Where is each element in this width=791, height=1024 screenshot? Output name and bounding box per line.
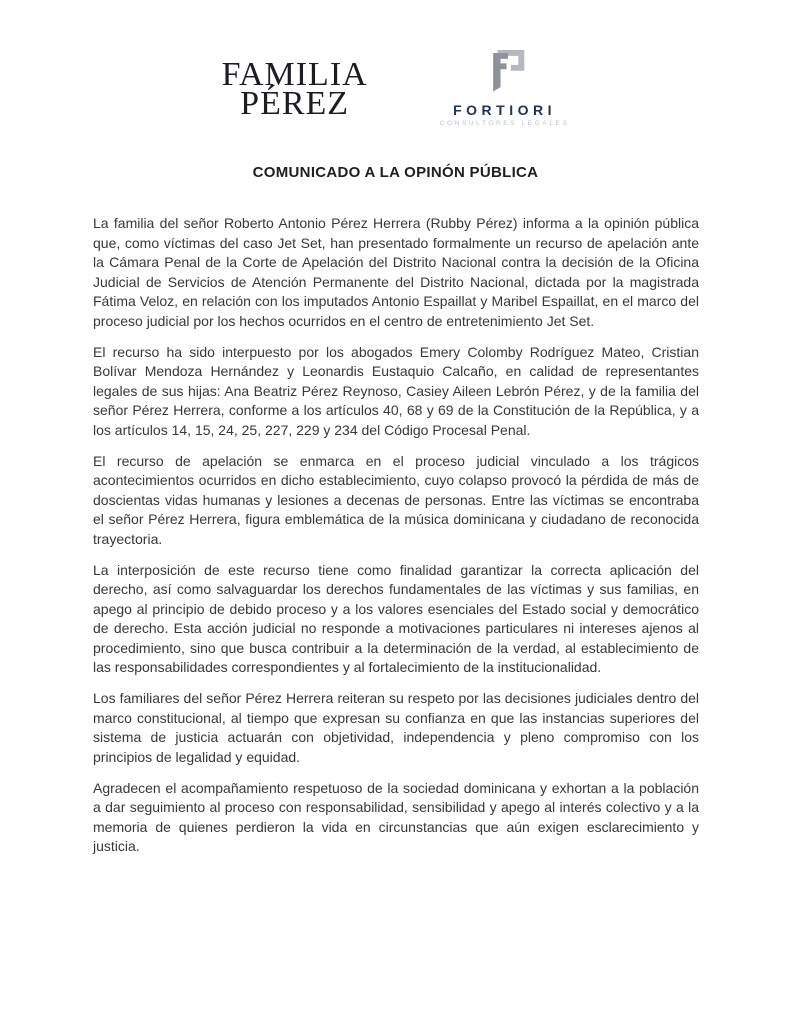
familia-wordmark-line1: FAMILIA [221,55,368,93]
paragraph-context-of-appeal: El recurso de apelación se enmarca en el proceso judicial vinculado a los trágicos acontecimientos ocurridos en dicho establecimiento, cuyo colapso provocó la pérdida de más de doscientas vidas humanas y lesiones a decenas de personas. Entre las víctimas se encontraba el señor Pérez Herrera, figura emblemática de la música dominicana y ciudadano de reconocida trayectoria. [93,452,699,547]
document-header [0,0,791,127]
fortiori-name: FORTIORI [453,102,556,118]
communique-body [93,214,699,857]
paragraph-purpose-of-appeal: La interposición de este recurso tiene como finalidad garantizar la correcta aplicación del derecho, así como salvaguardar los derechos fundamentales de las víctimas y sus familias, en apego al principio de debido proceso y a los valores esenciales del Estado social y democrático de derecho. Esta acción judicial no responde a motivaciones particulares ni intereses ajenos al procedimiento, sino que busca contribuir a la determinación de la verdad, al establecimiento de las responsabilidades correspondientes y al fortalecimiento de la institucionalidad. [93,561,699,675]
fortiori-monogram-icon [484,50,526,96]
paragraph-filing-announcement: La familia del señor Roberto Antonio Pérez Herrera (Rubby Pérez) informa a la opinión pública que, como víctimas del caso Jet Set, han presentado formalmente un recurso de apelación ante la Cámara Penal de la Corte de Apelación del Distrito Nacional contra la decisión de la Oficina Judicial de Servicios de Atención Permanente del Distrito Nacional, dictada por la magistrada Fátima Veloz, en relación con los imputados Antonio Espaillat y Maribel Espaillat, en el marco del proceso judicial por los hechos ocurridos en el centro de entretenimiento Jet Set. [93,215,699,329]
familia-perez-wordmark [221,55,368,122]
paragraph-gratitude-and-call: Agradecen el acompañamiento respetuoso de la sociedad dominicana y exhortan a la población a dar seguimiento al proceso con responsabilidad, sensibilidad y apego al interés colectivo y a la memoria de quienes perdieron la vida en circunstancias que aún exigen esclarecimiento y justicia. [93,779,699,854]
paragraph-respect-for-judiciary: Los familiares del señor Pérez Herrera reiteran su respeto por las decisiones judiciales dentro del marco constitucional, al tiempo que expresan su confianza en que las instancias superiores del sistema de justicia actuarán con objetividad, independencia y pleno compromiso con los principios de legalidad y equidad. [93,690,699,765]
familia-wordmark-line2: PÉREZ [240,84,350,122]
paragraph-lawyers-and-legal-basis: El recurso ha sido interpuesto por los abogados Emery Colomby Rodríguez Mateo, Cristian Bolívar Mendoza Hernández y Leonardis Eustaquio Calcaño, en calidad de representantes legales de sus hijas: Ana Beatriz Pérez Reynoso, Casiey Aileen Lebrón Pérez, y de la familia del señor Pérez Herrera, conforme a los artículos 40, 68 y 69 de la Constitución de la República, y a los artículos 14, 15, 24, 25, 227, 229 y 234 del Código Procesal Penal. [93,343,699,438]
communique-title: COMUNICADO A LA OPINÓN PÚBLICA [252,164,539,181]
fortiori-logo [440,50,570,127]
fortiori-tagline: CONSULTORES LEGALES [439,120,570,127]
